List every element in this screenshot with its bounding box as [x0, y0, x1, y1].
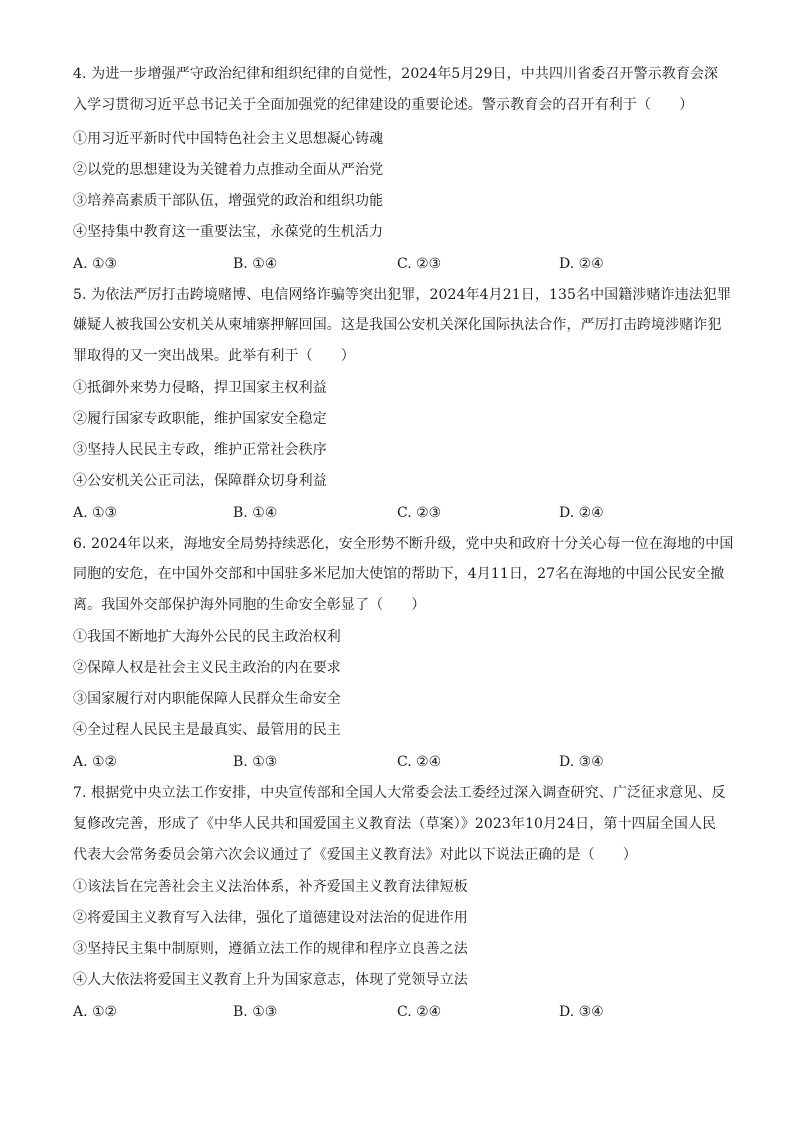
question-stem-line: 离。我国外交部保护海外同胞的生命安全彰显了（ ）	[73, 597, 426, 613]
option-a[interactable]: A. ①②	[73, 1004, 118, 1020]
option-b[interactable]: B. ①③	[233, 754, 278, 770]
option-c[interactable]: C. ②③	[397, 505, 442, 521]
statement-item: ①我国不断地扩大海外公民的民主政治权利	[73, 629, 341, 645]
option-c[interactable]: C. ②④	[397, 1004, 442, 1020]
question-stem-line: 嫌疑人被我国公安机关从柬埔寨押解回国。这是我国公安机关深化国际执法合作，严厉打击跨境涉赌诈犯	[73, 317, 722, 333]
option-d[interactable]: D. ③④	[559, 1004, 604, 1020]
question-stem-line: 7. 根据党中央立法工作安排，中央宣传部和全国人大常委会法工委经过深入调查研究、广泛征求意见、反	[73, 785, 726, 801]
statement-item: ④公安机关公正司法，保障群众切身利益	[73, 473, 327, 489]
option-b[interactable]: B. ①④	[233, 505, 278, 521]
answer-options	[73, 503, 723, 523]
option-a[interactable]: A. ①③	[73, 256, 118, 272]
question-stem-line: 6. 2024年以来，海地安全局势持续恶化，安全形势不断升级，党中央和政府十分关心每一位在海地的中国	[73, 536, 734, 552]
statement-item: ④全过程人民民主是最真实、最管用的民主	[73, 722, 341, 738]
option-d[interactable]: D. ②④	[559, 505, 604, 521]
question-stem-line: 复修改完善，形成了《中华人民共和国爱国主义教育法（草案）》2023年10月24日，第十四届全国人民	[73, 816, 717, 832]
statement-item: ①抵御外来势力侵略，捍卫国家主权利益	[73, 380, 327, 396]
question-stem-line: 代表大会常务委员会第六次会议通过了《爱国主义教育法》对此以下说法正确的是（ ）	[73, 847, 637, 863]
answer-options	[73, 1002, 723, 1022]
question-stem-line: 4. 为进一步增强严守政治纪律和组织纪律的自觉性，2024年5月29日，中共四川省委召开警示教育会深	[73, 66, 719, 82]
option-c[interactable]: C. ②④	[397, 754, 442, 770]
option-a[interactable]: A. ①②	[73, 754, 118, 770]
statement-item: ②将爱国主义教育写入法律，强化了道德建设对法治的促进作用	[73, 910, 468, 926]
option-c[interactable]: C. ②③	[397, 256, 442, 272]
statement-item: ③坚持民主集中制原则，遵循立法工作的规律和程序立良善之法	[73, 941, 468, 957]
question-stem-line: 同胞的安危，在中国外交部和中国驻多米尼加大使馆的帮助下，4月11日，27名在海地的中国公民安全撤	[73, 566, 725, 582]
option-d[interactable]: D. ③④	[559, 754, 604, 770]
statement-item: ①用习近平新时代中国特色社会主义思想凝心铸魂	[73, 131, 384, 147]
statement-item: ②履行国家专政职能，维护国家安全稳定	[73, 411, 327, 427]
statement-item: ④人大依法将爱国主义教育上升为国家意志，体现了党领导立法	[73, 972, 468, 988]
option-a[interactable]: A. ①③	[73, 505, 118, 521]
statement-item: ③坚持人民民主专政，维护正常社会秩序	[73, 442, 327, 458]
statement-item: ③国家履行对内职能保障人民群众生命安全	[73, 691, 341, 707]
statement-item: ①该法旨在完善社会主义法治体系，补齐爱国主义教育法律短板	[73, 879, 468, 895]
answer-options	[73, 752, 723, 772]
question-stem-line: 入学习贯彻习近平总书记关于全面加强党的纪律建设的重要论述。警示教育会的召开有利于（ ）	[73, 97, 694, 113]
statement-item: ④坚持集中教育这一重要法宝，永葆党的生机活力	[73, 224, 384, 240]
option-d[interactable]: D. ②④	[559, 256, 604, 272]
question-stem-line: 罪取得的又一突出战果。此举有利于（ ）	[73, 348, 355, 364]
answer-options	[73, 254, 723, 274]
statement-item: ③培养高素质干部队伍，增强党的政治和组织功能	[73, 193, 384, 209]
question-stem-line: 5. 为依法严厉打击跨境赌博、电信网络诈骗等突出犯罪，2024年4月21日，135名中国籍涉赌诈违法犯罪	[73, 287, 732, 303]
option-b[interactable]: B. ①③	[233, 1004, 278, 1020]
statement-item: ②以党的思想建设为关键着力点推动全面从严治党	[73, 162, 384, 178]
option-b[interactable]: B. ①④	[233, 256, 278, 272]
statement-item: ②保障人权是社会主义民主政治的内在要求	[73, 660, 341, 676]
